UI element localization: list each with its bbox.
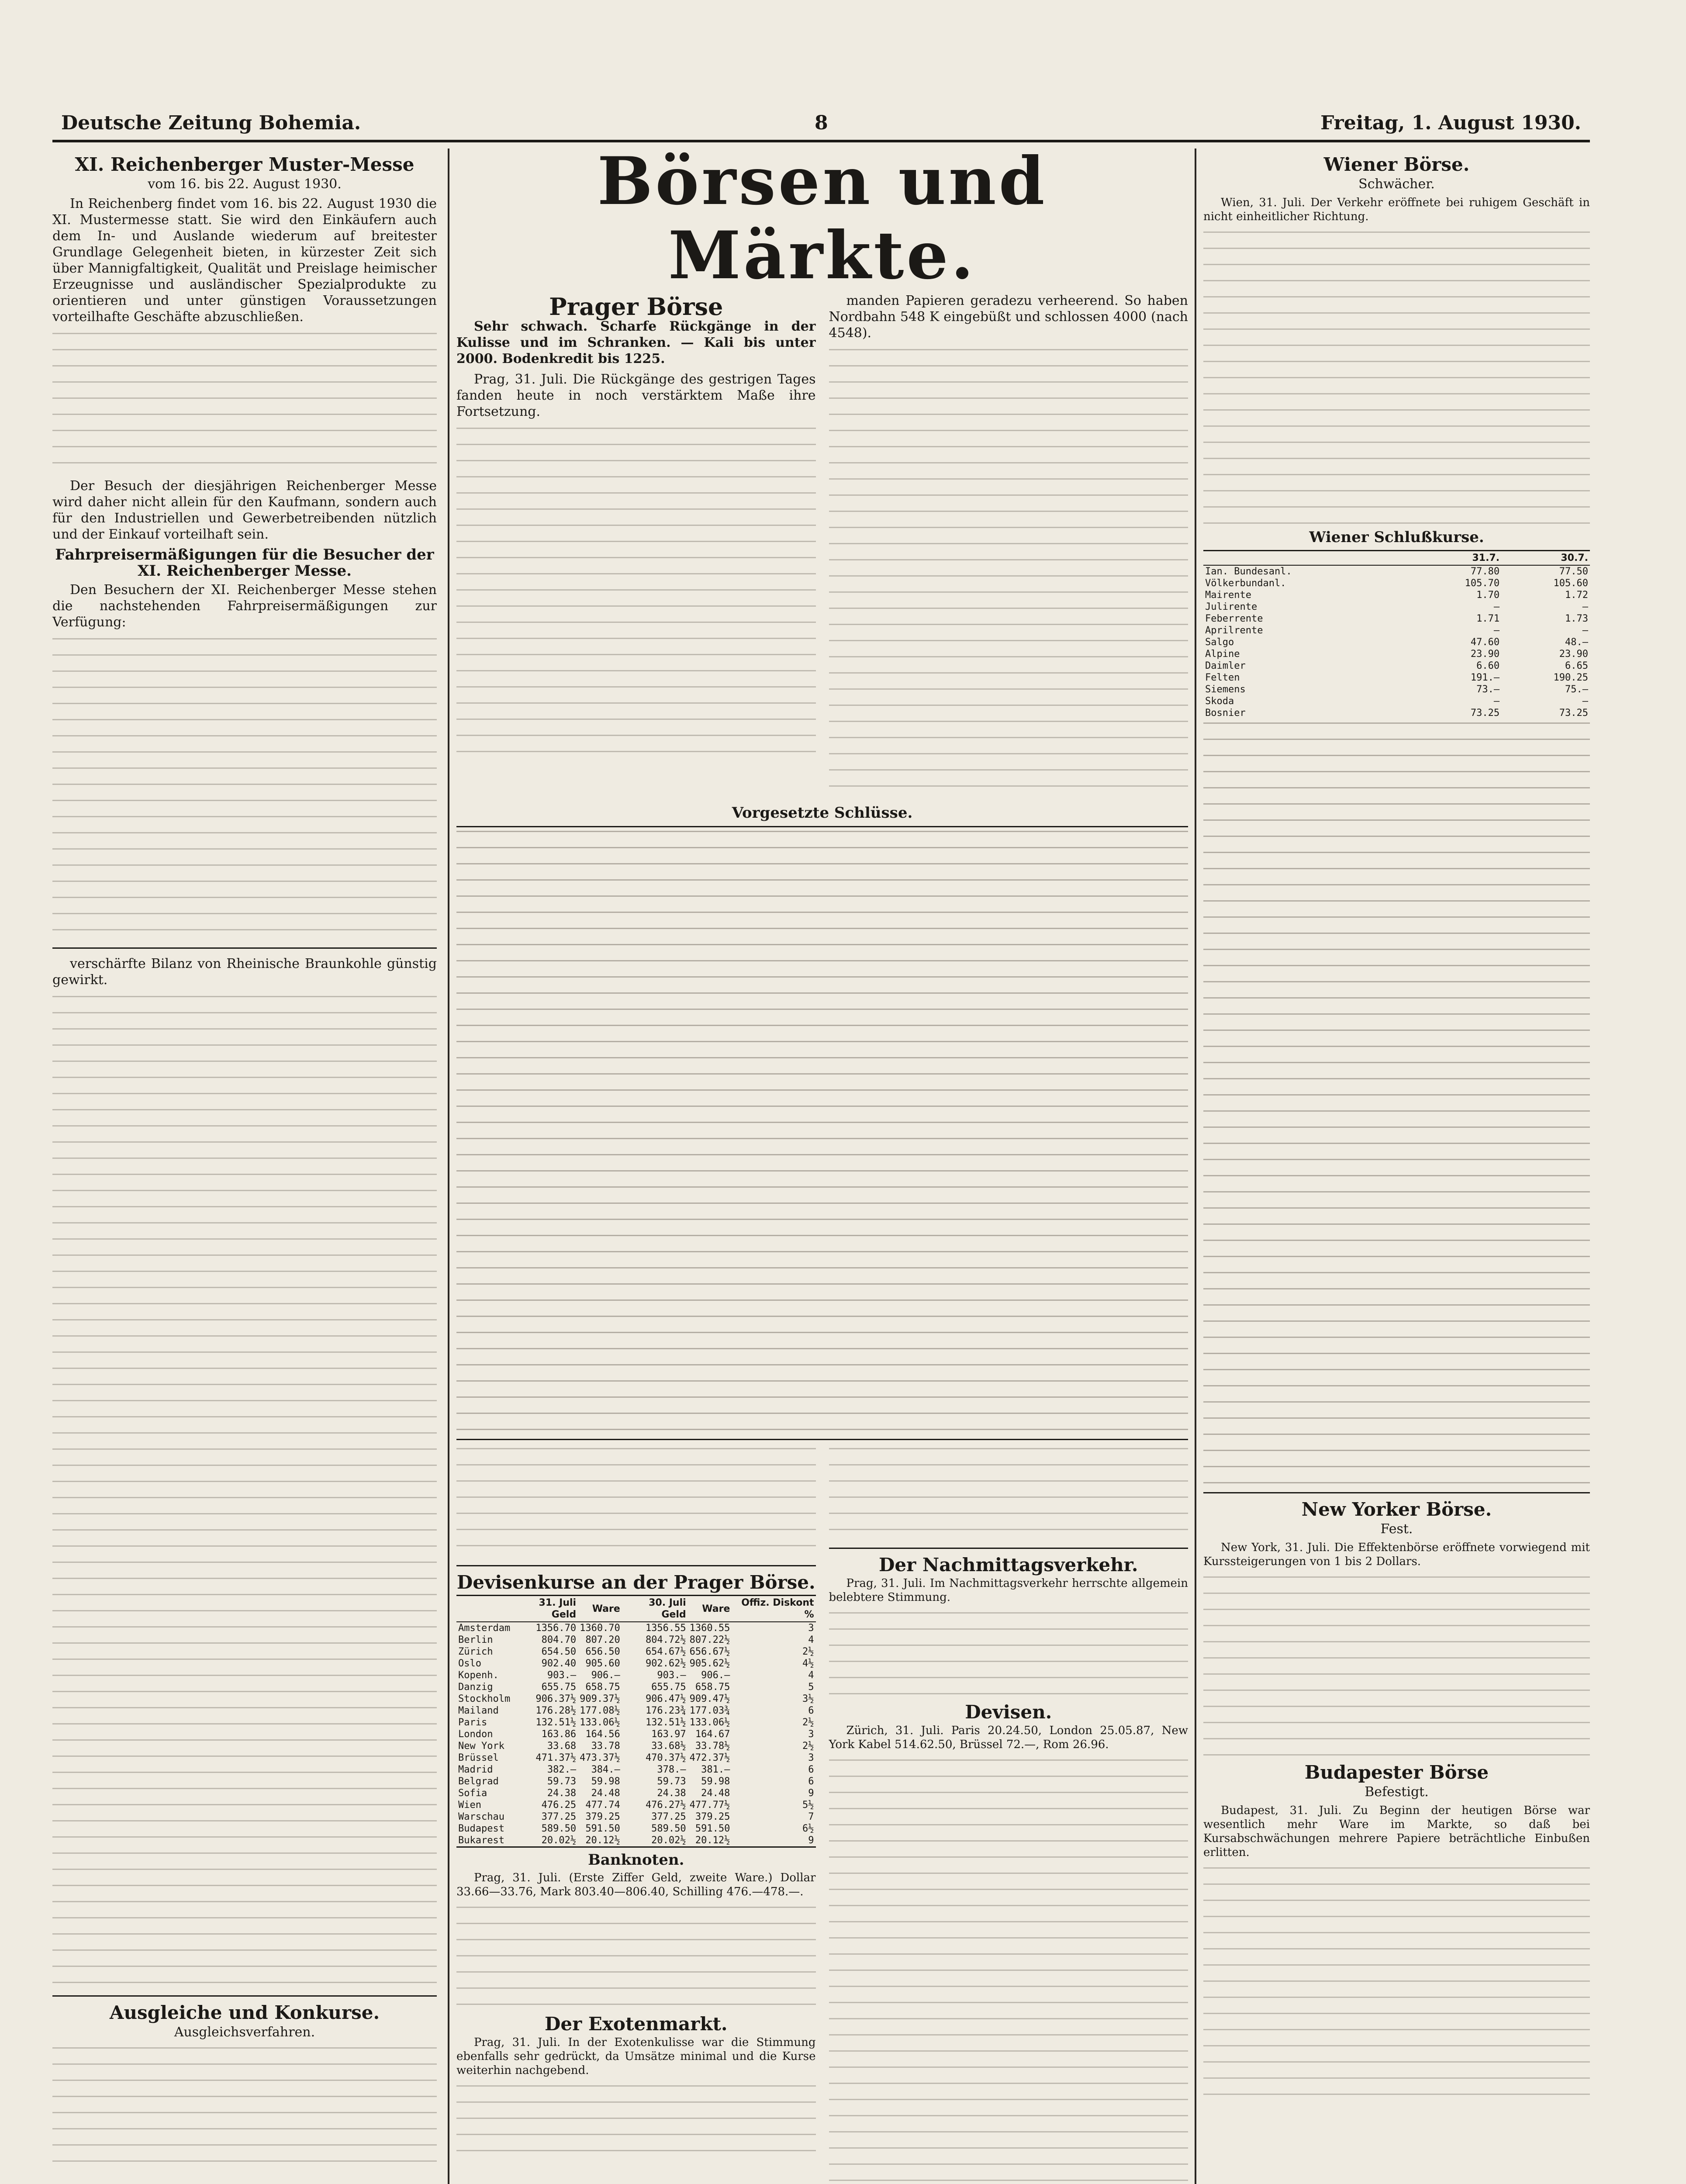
lower-middle <box>456 1444 1188 2184</box>
table-header-cell: Ware <box>688 1596 732 1622</box>
table-cell: 20.02½ <box>541 1835 577 1846</box>
table-row <box>456 1658 816 1669</box>
table-cell: 472.37½ <box>689 1752 730 1763</box>
table-cell: 163.97 <box>651 1729 686 1740</box>
header-date: Freitag, 1. August 1930. <box>1320 112 1581 134</box>
table-cell: 654.67½ <box>645 1646 686 1657</box>
main-title: Börsen und Märkte. <box>597 143 1047 294</box>
table-cell: 477.74 <box>585 1800 620 1811</box>
stock-quotes-table <box>456 826 1188 1440</box>
table-cell: 476.25 <box>541 1800 577 1811</box>
table-row <box>456 1799 816 1811</box>
table-cell: 656.67½ <box>689 1646 730 1657</box>
table-cell: 3 <box>808 1729 814 1740</box>
table-cell: 3 <box>808 1623 814 1634</box>
table-cell: 133.06½ <box>580 1717 620 1728</box>
table-cell: 24.38 <box>547 1788 577 1799</box>
table-cell: 9 <box>808 1835 814 1846</box>
table-cell: Daimler <box>1205 660 1246 671</box>
table-cell: 176.28½ <box>536 1705 577 1716</box>
section-heading: Banknoten. <box>588 1851 684 1869</box>
table-cell: — <box>1582 601 1588 612</box>
table-cell: 379.25 <box>695 1811 730 1822</box>
divider <box>456 1565 816 1566</box>
table-cell: 471.37½ <box>536 1752 577 1763</box>
table-cell: Amsterdam <box>458 1623 511 1634</box>
article-paragraph: Der Besuch der diesjährigen Reichenberger Messe wird daher nicht allein für den Kaufmann, sondern auch für den Industriellen und Gewerbetreibenden nützlich und der Einkauf vorteilhaft sein. <box>52 478 437 542</box>
table-cell: 20.02½ <box>651 1835 686 1846</box>
table-cell: 377.25 <box>651 1811 686 1822</box>
table-cell: 1356.70 <box>536 1623 577 1634</box>
text-lines <box>829 1756 1188 2184</box>
table-cell: 378.— <box>657 1764 686 1775</box>
table-cell: 24.38 <box>657 1788 686 1799</box>
table-row <box>1203 648 1590 660</box>
table-cell: 6½ <box>802 1823 814 1834</box>
table-cell: Bosnier <box>1205 708 1246 719</box>
text-lines <box>1203 1864 1590 2108</box>
table-cell: 656.50 <box>585 1646 620 1657</box>
table-cell: 33.78½ <box>695 1741 730 1752</box>
table-header-cell: Ware <box>578 1596 622 1622</box>
table-cell: 384.— <box>591 1764 620 1775</box>
table-cell: Belgrad <box>458 1776 499 1787</box>
table-cell: 73.— <box>1476 684 1500 695</box>
table-cell: 105.60 <box>1553 578 1588 589</box>
table-cell: 906.— <box>591 1670 620 1681</box>
table-cell: 73.25 <box>1559 708 1588 719</box>
table-cell: 807.20 <box>585 1635 620 1645</box>
table-cell: 377.25 <box>541 1811 577 1822</box>
section-heading: Prager Börse <box>549 293 723 321</box>
table-row <box>456 1681 816 1693</box>
text-lines <box>829 1444 1188 1541</box>
article-paragraph: Wien, 31. Juli. Der Verkehr eröffnete bei ruhigem Geschäft in nicht einheitlicher Richtung. <box>1203 196 1590 223</box>
column-rule <box>448 149 449 2184</box>
section-heading: Der Nachmittagsverkehr. <box>878 1554 1138 1576</box>
table-row <box>456 1787 816 1799</box>
table-row <box>456 1728 816 1740</box>
table-cell: 6 <box>808 1764 814 1775</box>
table-row <box>1203 613 1590 625</box>
table-cell: Danzig <box>458 1682 493 1693</box>
table-cell: Aprilrente <box>1205 625 1263 636</box>
table-cell: 132.51½ <box>645 1717 686 1728</box>
table-cell: 902.40 <box>541 1658 577 1669</box>
article-paragraph: verschärfte Bilanz von Rheinische Braunkohle günstig gewirkt. <box>52 956 437 988</box>
section-heading: Wiener Schlußkurse. <box>1309 529 1484 546</box>
table-cell: Wien <box>458 1800 481 1811</box>
table-cell: Feberrente <box>1205 613 1263 624</box>
table-cell: Kopenh. <box>458 1670 499 1681</box>
text-lines <box>1203 228 1590 525</box>
table-cell: 191.— <box>1470 672 1500 683</box>
table-cell: Alpine <box>1205 649 1240 660</box>
article-paragraph: manden Papieren geradezu verheerend. So haben Nordbahn 548 K eingebüßt und schlossen 4000 (nach 4548). <box>829 293 1188 341</box>
table-header-cell: 30. Juli Geld <box>622 1596 688 1622</box>
table-cell: Sofia <box>458 1788 487 1799</box>
table-cell: 23.90 <box>1559 649 1588 660</box>
section-heading: Ausgleiche und Konkurse. <box>109 2002 380 2023</box>
table-cell: 658.75 <box>585 1682 620 1693</box>
table-cell: 1.72 <box>1565 590 1588 601</box>
table-cell: 6.65 <box>1565 660 1588 671</box>
article-paragraph: Den Besuchern der XI. Reichenberger Messe stehen die nachstehenden Fahrpreisermäßigungen zur Verfügung: <box>52 582 437 630</box>
table-cell: 906.47½ <box>645 1693 686 1704</box>
table-header-cell <box>1203 551 1413 565</box>
table-cell: 909.37½ <box>580 1693 620 1704</box>
section-subheading: Ausgleichsverfahren. <box>174 2025 315 2040</box>
prager-section <box>456 293 1188 800</box>
table-row <box>456 1835 816 1846</box>
text-lines <box>456 1903 816 2008</box>
table-cell: 381.— <box>701 1764 730 1775</box>
table-cell: 3 <box>808 1752 814 1763</box>
table-row <box>1203 601 1590 613</box>
table-lines <box>456 827 1188 1439</box>
table-row <box>1203 695 1590 707</box>
table-row <box>456 1752 816 1764</box>
table-cell: 177.03¾ <box>689 1705 730 1716</box>
section-subheading: Befestigt. <box>1365 1784 1429 1800</box>
table-cell: 1356.55 <box>645 1623 686 1634</box>
table-cell: Skoda <box>1205 696 1234 707</box>
table-row <box>1203 577 1590 589</box>
table-row <box>456 1823 816 1835</box>
section-heading: Fahrpreisermäßigungen für die Besucher der XI. Reichenberger Messe. <box>55 546 434 580</box>
table-row <box>456 1669 816 1681</box>
table-row <box>1203 672 1590 684</box>
article-subtitle: vom 16. bis 22. August 1930. <box>148 176 342 192</box>
table-cell: 905.62½ <box>689 1658 730 1669</box>
table-cell: 382.— <box>547 1764 577 1775</box>
table-cell: 906.— <box>701 1670 730 1681</box>
table-cell: 379.25 <box>585 1811 620 1822</box>
table-cell: 23.90 <box>1470 649 1500 660</box>
article-paragraph: Zürich, 31. Juli. Paris 20.24.50, London 25.05.87, New York Kabel 514.62.50, Brüssel 72.—, Rom 26.96. <box>829 1724 1188 1751</box>
table-cell: Mairente <box>1205 590 1251 601</box>
table-cell: Mailand <box>458 1705 499 1716</box>
table-cell: 1.73 <box>1565 613 1588 624</box>
table-cell: 20.12½ <box>695 1835 730 1846</box>
section-heading: Der Exotenmarkt. <box>544 2013 728 2035</box>
table-cell: 105.70 <box>1465 578 1500 589</box>
page-number: 8 <box>815 112 828 134</box>
table-cell: 903.— <box>547 1670 577 1681</box>
text-lines <box>52 635 437 940</box>
table-cell: 33.78 <box>591 1741 620 1752</box>
table-cell: 658.75 <box>695 1682 730 1693</box>
table-header-cell <box>456 1596 512 1622</box>
table-cell: 177.08½ <box>580 1705 620 1716</box>
table-cell: 75.— <box>1565 684 1588 695</box>
table-cell: 807.22½ <box>689 1635 730 1645</box>
column-middle <box>456 144 1188 2184</box>
table-cell: 6 <box>808 1705 814 1716</box>
table-cell: 902.62½ <box>645 1658 686 1669</box>
text-lines <box>52 329 437 478</box>
table-row <box>456 1622 816 1634</box>
table-cell: 190.25 <box>1553 672 1588 683</box>
article-paragraph: Prag, 31. Juli. Im Nachmittagsverkehr herrschte allgemein belebtere Stimmung. <box>829 1577 1188 1604</box>
table-cell: New York <box>458 1741 504 1752</box>
table-cell: Siemens <box>1205 684 1246 695</box>
table-cell: 33.68 <box>547 1741 577 1752</box>
table-cell: Madrid <box>458 1764 493 1775</box>
table-cell: Warschau <box>458 1811 504 1822</box>
column-left <box>52 149 437 2175</box>
table-cell: 47.60 <box>1470 637 1500 648</box>
table-cell: 804.72½ <box>645 1635 686 1645</box>
table-cell: Felten <box>1205 672 1240 683</box>
table-cell: 476.27½ <box>645 1800 686 1811</box>
table-cell: — <box>1582 625 1588 636</box>
table-cell: 164.56 <box>585 1729 620 1740</box>
table-cell: 3½ <box>802 1693 814 1704</box>
table-cell: Brüssel <box>458 1752 499 1763</box>
column-right <box>1203 149 1590 2108</box>
table-cell: 655.75 <box>651 1682 686 1693</box>
table-cell: 1360.70 <box>580 1623 620 1634</box>
header-left: Deutsche Zeitung Bohemia. <box>61 112 361 134</box>
table-cell: 655.75 <box>541 1682 577 1693</box>
table-cell: 2½ <box>802 1741 814 1752</box>
table-cell: Berlin <box>458 1635 493 1645</box>
table-cell: 59.73 <box>547 1776 577 1787</box>
table-row <box>456 1705 816 1717</box>
table-cell: 470.37½ <box>645 1752 686 1763</box>
column-rule <box>1195 149 1196 2184</box>
page-header <box>52 109 1590 142</box>
table-cell: 903.— <box>657 1670 686 1681</box>
table-cell: Ian. Bundesanl. <box>1205 566 1292 577</box>
table-cell: 6 <box>808 1776 814 1787</box>
text-lines <box>829 346 1188 800</box>
table-cell: London <box>458 1729 493 1740</box>
table-row <box>456 1776 816 1787</box>
table-cell: 2½ <box>802 1717 814 1728</box>
table-cell: 33.68½ <box>651 1741 686 1752</box>
table-cell: 591.50 <box>585 1823 620 1834</box>
table-row <box>456 1646 816 1658</box>
table-cell: Budapest <box>458 1823 504 1834</box>
text-lines <box>829 1609 1188 1696</box>
table-row <box>1203 707 1590 719</box>
text-lines <box>1203 1573 1590 1756</box>
table-cell: 473.37½ <box>580 1752 620 1763</box>
table-cell: 804.70 <box>541 1635 577 1645</box>
section-heading: Devisenkurse an der Prager Börse. <box>456 1572 815 1593</box>
table-cell: 48.— <box>1565 637 1588 648</box>
text-lines <box>456 1444 816 1558</box>
table-cell: 4½ <box>802 1658 814 1669</box>
table-cell: 654.50 <box>541 1646 577 1657</box>
table-cell: 2½ <box>802 1646 814 1657</box>
table-cell: 164.67 <box>695 1729 730 1740</box>
article-title: XI. Reichenberger Muster-Messe <box>75 154 415 175</box>
table-cell: Salgo <box>1205 637 1234 648</box>
article-paragraph: Prag, 31. Juli. (Erste Ziffer Geld, zweite Ware.) Dollar 33.66—33.76, Mark 803.40—806.40, Schilling 476.—478.—. <box>456 1871 816 1898</box>
table-cell: 133.06½ <box>689 1717 730 1728</box>
table-cell: — <box>1582 696 1588 707</box>
section-heading: Budapester Börse <box>1304 1762 1489 1783</box>
table-cell: Paris <box>458 1717 487 1728</box>
table-cell: 163.86 <box>541 1729 577 1740</box>
text-lines <box>456 424 816 756</box>
section-heading: Wiener Börse. <box>1323 154 1470 175</box>
table-cell: Oslo <box>458 1658 481 1669</box>
text-lines <box>456 2082 816 2152</box>
table-cell: Stockholm <box>458 1693 511 1704</box>
article-paragraph: New York, 31. Juli. Die Effektenbörse eröffnete vorwiegend mit Kurssteigerungen von 1 bis 2 Dollars. <box>1203 1541 1590 1568</box>
table-cell: 59.73 <box>657 1776 686 1787</box>
table-cell: 24.48 <box>701 1788 730 1799</box>
table-row <box>456 1717 816 1728</box>
table-header-cell: 31.7. <box>1413 551 1501 565</box>
table-row <box>456 1634 816 1646</box>
table-cell: 77.80 <box>1470 566 1500 577</box>
text-lines <box>52 2044 437 2175</box>
table-row <box>1203 565 1590 577</box>
table-cell: 589.50 <box>541 1823 577 1834</box>
article-lead: Sehr schwach. Scharfe Rückgänge in der Kulisse und im Schranken. — Kali bis unter 2000. Bodenkredit bis 1225. <box>456 319 816 366</box>
table-cell: — <box>1493 601 1500 612</box>
table-cell: 5½ <box>802 1800 814 1811</box>
section-subheading: Schwächer. <box>1358 176 1435 192</box>
table-lines <box>1203 719 1590 1492</box>
table-cell: 591.50 <box>695 1823 730 1834</box>
section-heading: New Yorker Börse. <box>1301 1499 1492 1520</box>
table-cell: 906.37½ <box>536 1693 577 1704</box>
table-cell: 909.47½ <box>689 1693 730 1704</box>
table-cell: 4 <box>808 1635 814 1645</box>
table-cell: 905.60 <box>585 1658 620 1669</box>
table-row <box>456 1740 816 1752</box>
section-heading: Vorgesetzte Schlüsse. <box>732 804 913 822</box>
table-cell: Bukarest <box>458 1835 504 1846</box>
article-paragraph: In Reichenberg findet vom 16. bis 22. August 1930 die XI. Mustermesse statt. Sie wird den Einkäufern auch dem In- und Auslande wiederum auf breitester Grundlage Gelegenheit bieten, in kürzester Zeit sich über Mannigfaltigkeit, Qualität und Preislage heimischer Erzeugnisse und ausländischer Spezialprodukte zu orientieren und unter günstigen Voraussetzungen vorteilhafte Geschäfte abzuschließen. <box>52 196 437 325</box>
table-row <box>1203 684 1590 695</box>
table-row <box>456 1693 816 1705</box>
table-cell: Völkerbundanl. <box>1205 578 1286 589</box>
table-cell: 6.60 <box>1476 660 1500 671</box>
table-cell: — <box>1493 696 1500 707</box>
article-paragraph: Prag, 31. Juli. In der Exotenkulisse war die Stimmung ebenfalls sehr gedrückt, da Umsätze minimal und die Kurse weiterhin nachgebend. <box>456 2036 816 2077</box>
table-row <box>1203 636 1590 648</box>
section-heading: Devisen. <box>965 1701 1052 1723</box>
table-cell: 132.51½ <box>536 1717 577 1728</box>
divider <box>52 947 437 949</box>
table-row <box>456 1811 816 1823</box>
table-row <box>1203 589 1590 601</box>
table-cell: 477.77½ <box>689 1800 730 1811</box>
table-cell: 73.25 <box>1470 708 1500 719</box>
table-cell: 9 <box>808 1788 814 1799</box>
table-header-cell: 31. Juli Geld <box>512 1596 578 1622</box>
table-cell: Julirente <box>1205 601 1258 612</box>
table-cell: Zürich <box>458 1646 493 1657</box>
table-cell: 7 <box>808 1811 814 1822</box>
table-cell: 176.23¾ <box>645 1705 686 1716</box>
text-lines <box>52 992 437 1988</box>
table-row <box>1203 625 1590 636</box>
table-cell: 1.71 <box>1476 613 1500 624</box>
vienna-quotes-table <box>1203 550 1590 1493</box>
table-cell: 77.50 <box>1559 566 1588 577</box>
table-cell: 4 <box>808 1670 814 1681</box>
table-cell: 5 <box>808 1682 814 1693</box>
article-paragraph: Budapest, 31. Juli. Zu Beginn der heutigen Börse war wesentlich mehr Ware im Markte, so daß bei Kursabschwächungen mehrere Papiere beträchtliche Einbußen erlitten. <box>1203 1804 1590 1859</box>
table-row <box>456 1764 816 1776</box>
table-row <box>1203 660 1590 672</box>
table-cell: 589.50 <box>651 1823 686 1834</box>
table-header-cell: Offiz. Diskont % <box>732 1596 815 1622</box>
table-cell: 20.12½ <box>585 1835 620 1846</box>
table-cell: 59.98 <box>591 1776 620 1787</box>
table-cell: 24.48 <box>591 1788 620 1799</box>
table-header-cell: 30.7. <box>1501 551 1590 565</box>
table-cell: — <box>1493 625 1500 636</box>
exchange-rate-table <box>456 1595 816 1848</box>
table-cell: 1360.55 <box>689 1623 730 1634</box>
divider <box>52 1995 437 1997</box>
article-paragraph: Prag, 31. Juli. Die Rückgänge des gestrigen Tages fanden heute in noch verstärktem Maße ihre Fortsetzung. <box>456 372 816 419</box>
table-cell: 59.98 <box>701 1776 730 1787</box>
divider <box>829 1548 1188 1549</box>
section-subheading: Fest. <box>1380 1521 1413 1537</box>
table-cell: 1.70 <box>1476 590 1500 601</box>
